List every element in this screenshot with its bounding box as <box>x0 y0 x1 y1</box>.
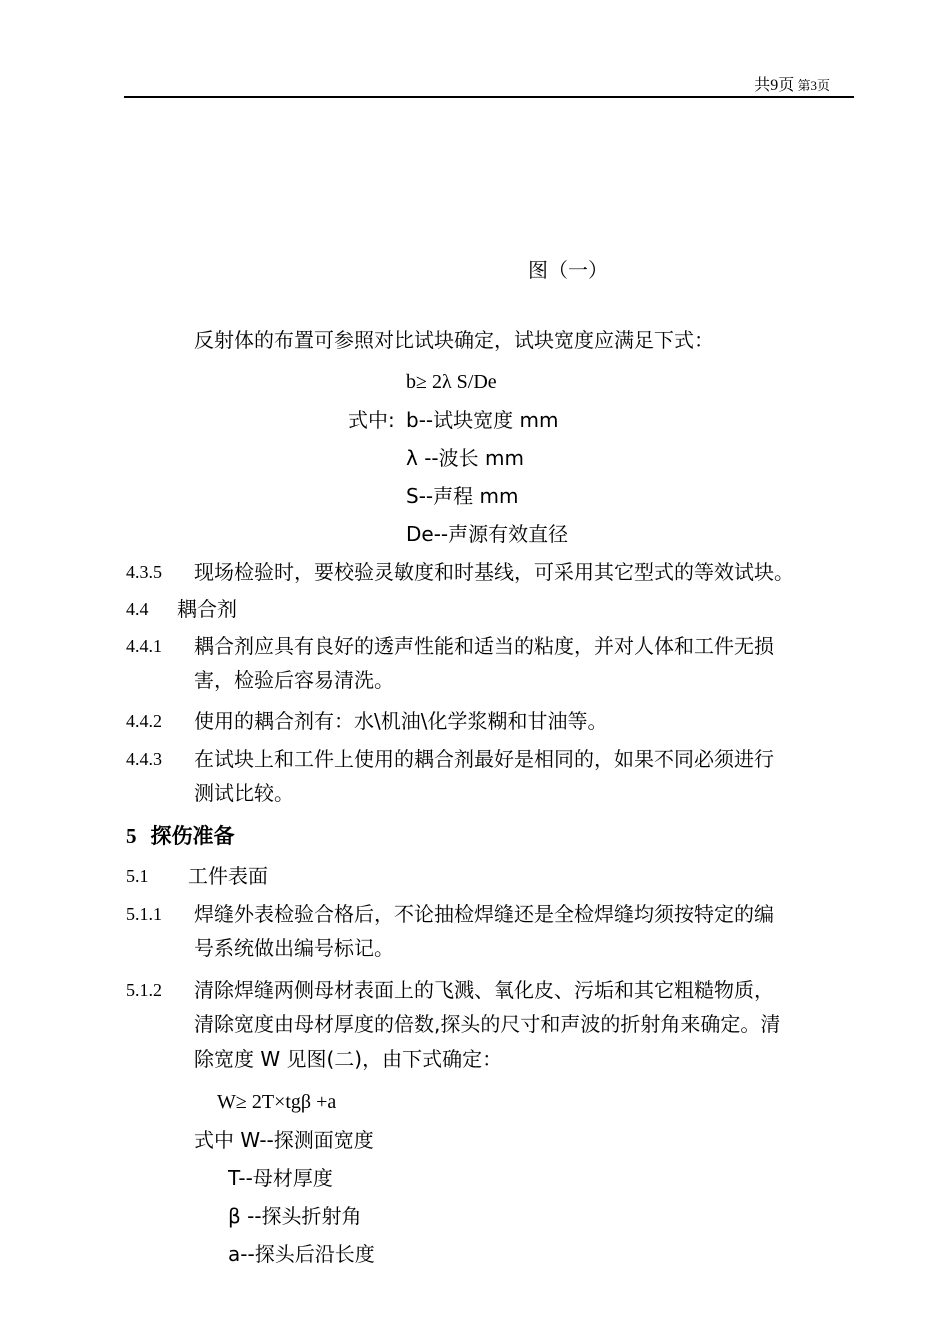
item-number: 4.4.2 <box>126 711 162 731</box>
def-b: b--试块宽度 mm <box>406 408 559 432</box>
where-label: 式中: <box>348 408 395 432</box>
figure-caption: 图（一） <box>528 258 608 282</box>
page-number-header <box>0 72 830 95</box>
where-label: 式中 W--探测面宽度 <box>194 1128 374 1152</box>
def-beta: β --探头折射角 <box>228 1204 362 1228</box>
item-text: 在试块上和工件上使用的耦合剂最好是相同的，如果不同必须进行 <box>194 747 774 771</box>
def-a: a--探头后沿长度 <box>228 1242 375 1266</box>
section-title: 探伤准备 <box>150 824 235 848</box>
item-text-continued: 清除宽度由母材厚度的倍数,探头的尺寸和声波的折射角来确定。清 <box>194 1012 781 1036</box>
item-text: 工件表面 <box>188 864 268 888</box>
item-number: 4.3.5 <box>126 562 162 582</box>
section-5-heading <box>126 821 235 851</box>
def-de: De--声源有效直径 <box>406 522 569 546</box>
item-text: 现场检验时，要校验灵敏度和时基线，可采用其它型式的等效试块。 <box>194 560 794 584</box>
reflector-intro: 反射体的布置可参照对比试块确定，试块宽度应满足下式： <box>194 328 714 352</box>
total-pages: 共9页 <box>754 77 795 94</box>
item-text-continued: 测试比较。 <box>194 781 294 805</box>
item-text: 耦合剂 <box>177 597 237 621</box>
item-text: 焊缝外表检验合格后，不论抽检焊缝还是全检焊缝均须按特定的编 <box>194 902 774 926</box>
section-number: 5 <box>126 824 137 848</box>
item-text-continued: 号系统做出编号标记。 <box>194 936 394 960</box>
def-lambda: λ --波长 mm <box>406 446 524 470</box>
test-block-formula: b≥ 2λ S/De <box>406 371 497 393</box>
item-number: 4.4.1 <box>126 636 162 656</box>
current-page: 第3页 <box>797 78 830 93</box>
item-number: 5.1.1 <box>126 904 162 924</box>
item-text: 清除焊缝两侧母材表面上的飞溅、氧化皮、污垢和其它粗糙物质， <box>194 978 774 1002</box>
item-number: 5.1 <box>126 866 149 886</box>
item-text-continued: 除宽度 W 见图(二)，由下式确定： <box>194 1047 503 1071</box>
item-text-continued: 害，检验后容易清洗。 <box>194 668 394 692</box>
header-divider <box>124 96 854 98</box>
def-s: S--声程 mm <box>406 484 519 508</box>
item-number: 4.4 <box>126 599 149 619</box>
item-number: 5.1.2 <box>126 980 162 1000</box>
item-text: 耦合剂应具有良好的透声性能和适当的粘度，并对人体和工件无损 <box>194 634 774 658</box>
def-t: T--母材厚度 <box>228 1166 333 1190</box>
item-number: 4.4.3 <box>126 749 162 769</box>
clearance-width-formula: W≥ 2T×tgβ +a <box>217 1091 337 1113</box>
item-text: 使用的耦合剂有：水\机油\化学浆糊和甘油等。 <box>194 709 608 733</box>
